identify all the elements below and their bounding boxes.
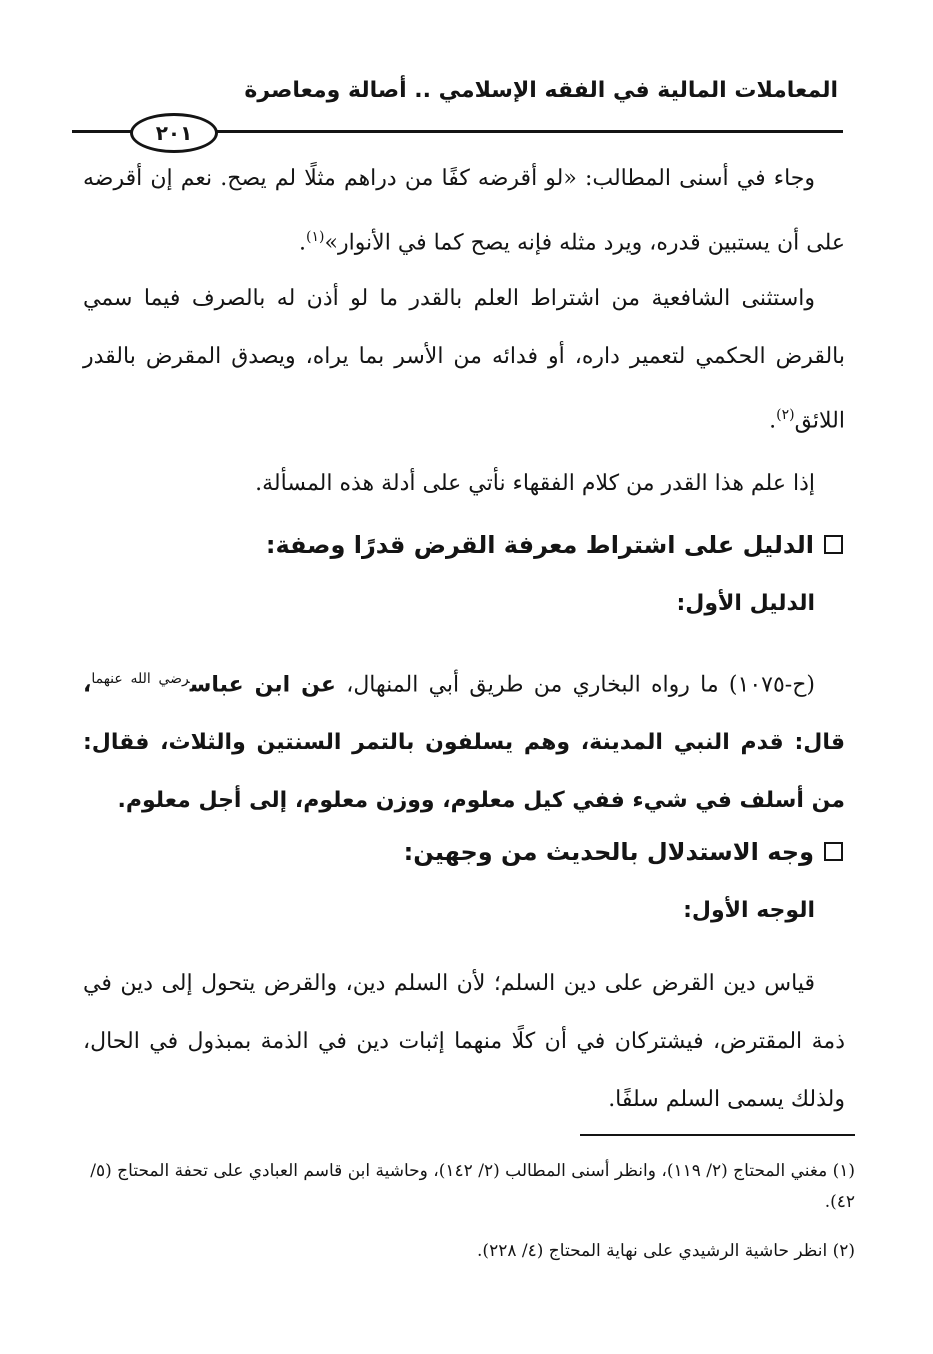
subheading-first-evidence: الدليل الأول:: [676, 591, 815, 616]
paragraph-transition: إذا علم هذا القدر من كلام الفقهاء نأتي على أدلة هذه المسألة.: [255, 471, 815, 496]
paragraph-text: وجاء في أسنى المطالب: «لو أقرضه كفًا من دراهم مثلًا لم يصح. نعم إن أقرضه على أن يستبين قدره، ويرد مثله فإنه يصح كما في الأنوار»: [83, 166, 845, 256]
paragraph-end: .: [299, 230, 307, 256]
hadith-intro: (ح-١٠٧٥) ما رواه البخاري من طريق أبي المنهال،: [335, 672, 815, 698]
section-heading-text: وجه الاستدلال بالحديث من وجهين:: [403, 838, 814, 866]
footnote-ref-2: (٢): [776, 407, 795, 423]
footnote-ref-1: (١): [306, 229, 325, 245]
square-bullet-icon: [824, 535, 843, 554]
footnote-separator: [580, 1134, 855, 1136]
footnote-1: (١) مغني المحتاج (٢/ ١١٩)، وانظر أسنى المطالب (٢/ ١٤٢)، وحاشية ابن قاسم العبادي على تحفة المحتاج (٥/ ٤٢).: [90, 1161, 855, 1212]
hadith-narrator: عن ابن عباس: [189, 672, 336, 698]
paragraph-asna-almatalib: [83, 150, 845, 272]
section-heading-inference: [83, 838, 843, 866]
footnote-2: (٢) انظر حاشية الرشيدي على نهاية المحتاج (٤/ ٢٢٨).: [477, 1241, 855, 1261]
hadith-paragraph: [83, 650, 845, 830]
section-heading-text: الدليل على اشتراط معرفة القرض قدرًا وصفة:: [265, 531, 814, 559]
paragraph-qiyas: قياس دين القرض على دين السلم؛ لأن السلم دين، والقرض يتحول إلى دين في ذمة المقترض، فيشتركان في أن كلًا منهما إثبات دين في الذمة بمبذول في الحال، ولذلك يسمى السلم سلفًا.: [83, 971, 845, 1112]
paragraph-end: .: [769, 408, 777, 434]
paragraph-text: واستثنى الشافعية من اشتراط العلم بالقدر ما لو أذن له بالصرف فيما سمي بالقرض الحكمي لتعمير داره، أو فدائه من الأسر بما يراه، ويصدق المقرض بالقدر اللائق: [83, 286, 845, 434]
running-header-title: المعاملات المالية في الفقه الإسلامي .. أصالة ومعاصرة: [244, 78, 838, 103]
square-bullet-icon: [824, 842, 843, 861]
honorific-ligature: رضي الله عنهما: [91, 671, 190, 687]
hadith-text: ، قال: قدم النبي المدينة، وهم يسلفون بالتمر السنتين والثلاث، فقال: من أسلف في شيء ففي كيل معلوم، ووزن معلوم، إلى أجل معلوم.: [83, 672, 845, 814]
paragraph-shafiiyya-exception: [83, 270, 845, 450]
page-number-badge: ٢٠١: [130, 113, 218, 153]
section-heading-evidence: [83, 531, 843, 559]
subheading-first-aspect: الوجه الأول:: [683, 898, 815, 923]
